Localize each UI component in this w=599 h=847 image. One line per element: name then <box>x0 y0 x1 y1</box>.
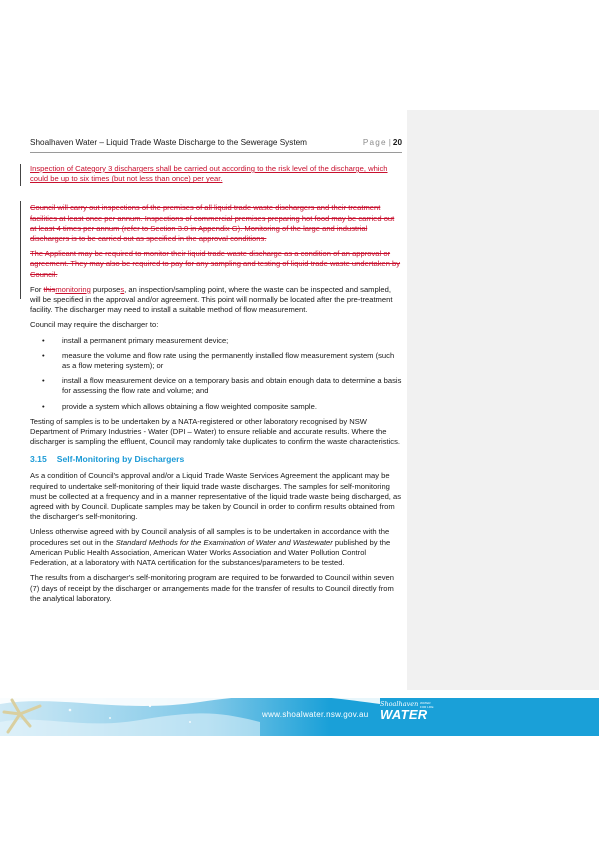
paragraph-inspection-category3: Inspection of Category 3 dischargers shall be carried out according to the risk level of the discharge, which could be up to six times (but not less than once) per year. <box>30 164 388 184</box>
standard-methods-title: Standard Methods for the Examination of Water and Wastewater <box>115 537 333 547</box>
logo-script-text: Shoalhaven <box>380 700 419 708</box>
shoalhaven-water-logo <box>380 701 440 721</box>
document-body <box>30 164 402 609</box>
logo-wordmark: WATER <box>380 707 428 722</box>
inserted-text: s <box>120 284 125 294</box>
footer-url[interactable]: www.shoalwater.nsw.gov.au <box>262 710 369 719</box>
paragraph-council-require: Council may require the discharger to: <box>30 320 159 330</box>
list-item-text: install a flow measurement device on a temporary basis and obtain enough data to determine a basis for assessing the flow rate and volume; and <box>62 376 402 396</box>
bullet-icon: • <box>42 335 45 345</box>
inserted-text: monitoring <box>55 284 91 294</box>
blank-line <box>30 189 402 203</box>
page-number: 20 <box>392 138 402 147</box>
bullet-icon: • <box>42 401 45 411</box>
page-header <box>30 137 402 148</box>
list-item <box>30 336 402 346</box>
list-item-text: install a permanent primary measurement device; <box>62 335 229 345</box>
paragraph-testing: Testing of samples is to be undertaken by a NATA-registered or other laboratory recognised by NSW Department of Primary Industries - Water (DPI – Water) to ensure reliable and accurate results. Where the discharger is sampling the effluent, Council may randomly take duplicates to confirm the waste characteristics. <box>30 416 401 447</box>
logo-tagline: WATER FOR LIFE <box>420 701 434 709</box>
page-separator: | <box>388 138 391 147</box>
paragraph-results-forwarding: The results from a discharger's self-monitoring program are required to be forwarded to Council within seven (7) days of receipt by the discharger or arrangements made for the transfer of results to Council directly from the analytical laboratory. <box>30 573 395 603</box>
paragraph-applicant-monitor-deleted: The Applicant may be required to monitor their liquid trade waste discharge as a condition of an approval or agreement. They may also be required to pay for any sampling and testing of liquid trade waste undertaken by Council. <box>30 249 401 279</box>
text-run: , an inspection/sampling point, where the waste can be inspected and sampled, will be specified in the approval and/or agreement. This point will normally be located after the pre-treatment facility. The discharger may need to install a suitable method of flow measurement. <box>30 284 393 315</box>
list-item-text: measure the volume and flow rate using the permanently installed flow measurement system (such as a flow metering system); or <box>62 350 395 371</box>
requirement-list <box>30 336 402 412</box>
section-heading <box>30 454 402 465</box>
section-number: 3.15 <box>30 454 47 465</box>
section-title: Self-Monitoring by Dischargers <box>56 454 185 465</box>
text-run: published by the American Public Health Association, American Water Works Association and Water Pollution Control Federation, at a laboratory with NATA certification for the substances/parameters to be tested. <box>30 537 391 568</box>
list-item <box>30 351 402 371</box>
text-run: For <box>30 284 44 294</box>
page-label: Page <box>362 138 387 147</box>
paragraph-analysis-procedures <box>30 527 402 568</box>
page-number-block <box>363 137 402 148</box>
paragraph-sampling-point <box>30 285 402 316</box>
text-run: purpose <box>90 284 121 294</box>
document-title: Shoalhaven Water – Liquid Trade Waste Discharge to the Sewerage System <box>30 138 308 147</box>
change-bar <box>20 201 21 299</box>
comment-pane <box>407 110 599 690</box>
paragraph-council-inspections-deleted: Council will carry out inspections of the premises of all liquid trade waste dischargers and their treatment facilities at least once per annum. Inspections of commercial premises preparing hot food may be carried out at least 4 times per annum (refer to Section 3.0 in Appendix G). Monitoring of the large and industrial dischargers is to be carried out as specified in the approval conditions. <box>30 203 395 244</box>
bullet-icon: • <box>42 350 45 360</box>
text-run: Unless otherwise agreed with by Council analysis of all samples is to be undertaken in accordance with the procedures set out in the <box>30 527 390 547</box>
change-bar <box>20 164 21 186</box>
list-item <box>30 402 402 412</box>
deleted-text: this <box>43 284 56 294</box>
list-item-text: provide a system which allows obtaining a flow weighted composite sample. <box>62 401 317 411</box>
paragraph-self-monitoring-condition: As a condition of Council's approval and/or a Liquid Trade Waste Services Agreement the applicant may be required to undertake self-monitoring of their liquid trade waste discharges. The samples for self-monitoring must be collected at a frequency and in a manner representative of the liquid trade waste being discharged, as agreed with by Council. Duplicate samples may be taken by Council in order to confirm results obtained from the discharger's self-monitoring. <box>30 471 402 522</box>
list-item <box>30 376 402 396</box>
bullet-icon: • <box>42 376 45 386</box>
page-footer <box>0 692 599 736</box>
header-rule <box>30 152 402 153</box>
